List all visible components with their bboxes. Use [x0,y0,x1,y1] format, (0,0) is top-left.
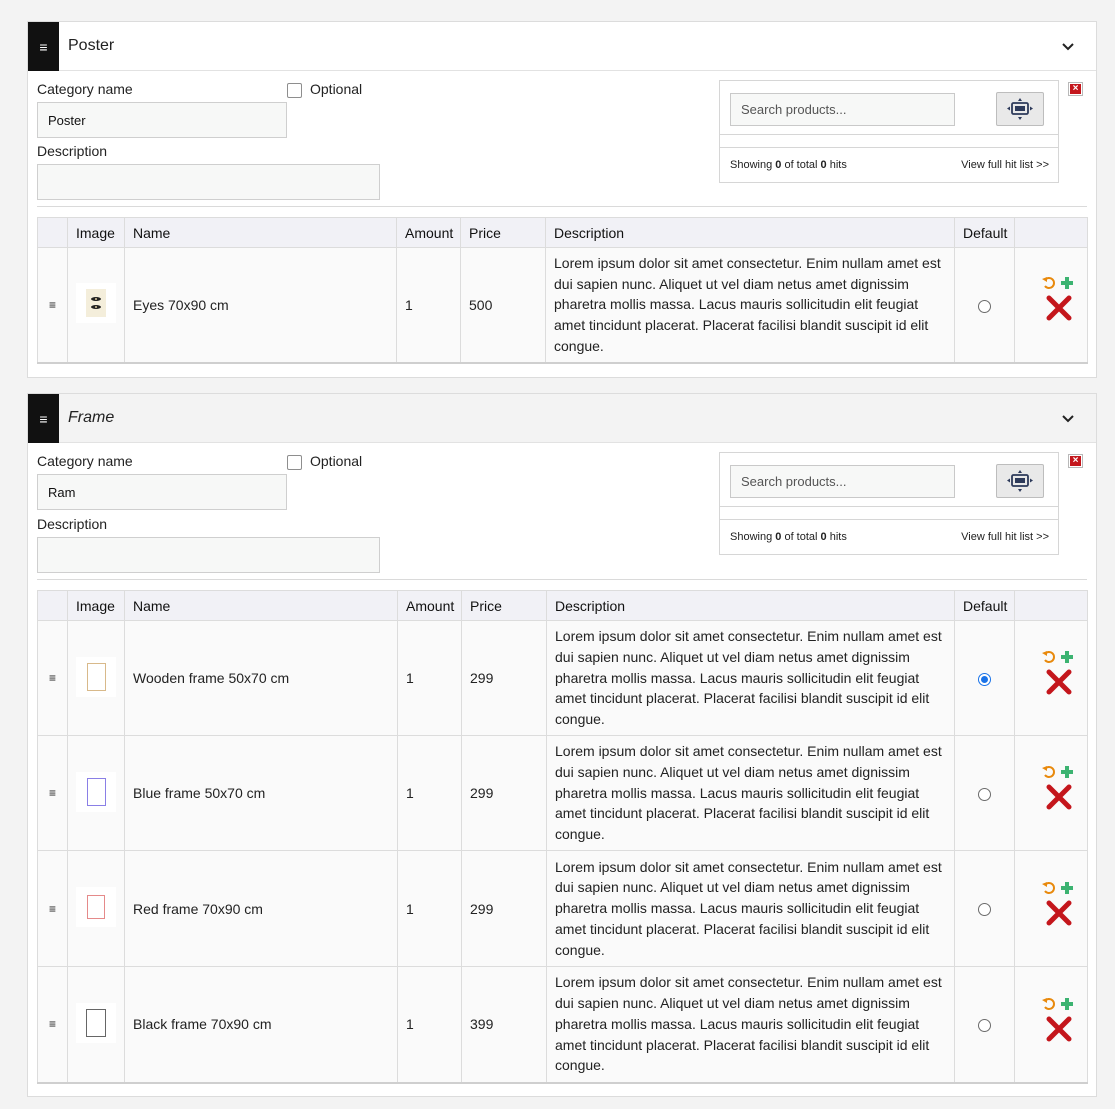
row-drag-handle-icon[interactable]: ≡ [38,967,68,1083]
product-description: Lorem ipsum dolor sit amet consectetur. Enim nullam amet est dui sapien nunc. Aliquet ut vel diam netus amet dignissim pharetra mollis massa. Lacus mauris sollicitudin elit feugiat amet tincidunt placerat. Placerat facilisi blandit suscipit id elit congue. [547,967,955,1083]
product-thumbnail [68,851,125,967]
product-price[interactable]: 299 [462,736,547,851]
row-drag-handle-icon[interactable]: ≡ [38,736,68,851]
red-frame-icon [76,887,116,927]
product-description: Lorem ipsum dolor sit amet consectetur. Enim nullam amet est dui sapien nunc. Aliquet ut vel diam netus amet dignissim pharetra mollis massa. Lacus mauris sollicitudin elit feugiat amet tincidunt placerat. Placerat facilisi blandit suscipit id elit congue. [547,621,955,736]
product-name: Red frame 70x90 cm [125,851,398,967]
column-amount: Amount [398,591,462,621]
product-search-box [719,80,1059,183]
description-input[interactable] [37,537,380,573]
category-name-input[interactable] [37,474,287,510]
column-description: Description [546,218,955,248]
product-thumbnail [68,621,125,736]
product-price[interactable]: 500 [461,248,546,363]
product-thumbnail [68,967,125,1083]
description-input[interactable] [37,164,380,200]
product-name: Wooden frame 50x70 cm [125,621,398,736]
column-handle [38,218,68,248]
column-default: Default [955,591,1015,621]
column-handle [38,591,68,621]
product-description: Lorem ipsum dolor sit amet consectetur. Enim nullam amet est dui sapien nunc. Aliquet ut vel diam netus amet dignissim pharetra mollis massa. Lacus mauris sollicitudin elit feugiat amet tincidunt placerat. Placerat facilisi blandit suscipit id elit congue. [546,248,955,363]
chevron-down-icon[interactable] [1058,408,1078,428]
default-cell [955,967,1015,1083]
undo-icon[interactable] [1042,997,1056,1011]
chevron-down-icon[interactable] [1058,36,1078,56]
divider [720,147,1058,148]
product-name: Blue frame 50x70 cm [125,736,398,851]
column-description: Description [547,591,955,621]
product-name: Eyes 70x90 cm [125,248,397,363]
default-cell [955,851,1015,967]
panel-title: Poster [68,37,115,54]
add-icon[interactable] [1060,881,1074,895]
row-actions [1015,851,1088,967]
table-row [38,736,1088,851]
category-panel-frame [27,393,1097,1097]
divider [37,579,1087,580]
default-radio[interactable] [978,1019,991,1032]
category-panel-poster [27,21,1097,378]
eyes-poster-icon [76,283,116,323]
row-actions [1015,967,1088,1083]
product-thumbnail [68,248,125,363]
blue-frame-icon [76,772,116,812]
default-radio[interactable] [978,903,991,916]
row-actions [1015,621,1088,736]
default-radio[interactable] [978,673,991,686]
items-table [37,590,1088,1084]
default-cell [955,736,1015,851]
drag-handle-icon[interactable]: ≡ [28,394,59,443]
optional-checkbox[interactable] [287,455,302,470]
column-name: Name [125,218,397,248]
table-row [38,967,1088,1083]
description-label: Description [37,516,108,532]
product-thumbnail [68,736,125,851]
scan-icon [1007,98,1033,120]
divider [720,506,1058,507]
undo-icon[interactable] [1042,650,1056,664]
column-default: Default [955,218,1015,248]
optional-label: Optional [310,81,363,97]
table-row [38,851,1088,967]
product-amount[interactable]: 1 [398,736,462,851]
column-price: Price [462,591,547,621]
delete-icon[interactable] [1045,899,1073,927]
row-drag-handle-icon[interactable]: ≡ [38,851,68,967]
black-frame-icon [76,1003,116,1043]
product-description: Lorem ipsum dolor sit amet consectetur. Enim nullam amet est dui sapien nunc. Aliquet ut vel diam netus amet dignissim pharetra mollis massa. Lacus mauris sollicitudin elit feugiat amet tincidunt placerat. Placerat facilisi blandit suscipit id elit congue. [547,851,955,967]
product-amount[interactable]: 1 [398,621,462,736]
view-full-hit-list-link[interactable]: View full hit list >> [961,159,1049,171]
column-actions [1015,591,1088,621]
add-icon[interactable] [1060,997,1074,1011]
column-name: Name [125,591,398,621]
scan-button[interactable] [996,92,1044,126]
undo-icon[interactable] [1042,276,1056,290]
table-header-row [38,591,1088,621]
hits-summary: Showing 0 of total 0 hits [730,159,847,171]
delete-icon[interactable] [1045,668,1073,696]
product-price[interactable]: 299 [462,621,547,736]
category-name-input[interactable] [37,102,287,138]
add-icon[interactable] [1060,765,1074,779]
undo-icon[interactable] [1042,765,1056,779]
drag-handle-icon[interactable]: ≡ [28,22,59,71]
undo-icon[interactable] [1042,881,1056,895]
optional-label: Optional [310,453,363,469]
default-radio[interactable] [978,300,991,313]
product-search-box [719,452,1059,555]
column-image: Image [68,591,125,621]
default-cell [955,621,1015,736]
optional-checkbox[interactable] [287,83,302,98]
row-drag-handle-icon[interactable]: ≡ [38,621,68,736]
table-header-row [38,218,1088,248]
divider [37,206,1087,207]
product-amount[interactable]: 1 [397,248,461,363]
description-label: Description [37,143,108,159]
hits-summary: Showing 0 of total 0 hits [730,531,847,543]
column-price: Price [461,218,546,248]
table-row [38,248,1088,363]
row-actions [1015,248,1088,363]
panel-header [28,394,1096,443]
add-icon[interactable] [1060,276,1074,290]
column-actions [1015,218,1088,248]
column-amount: Amount [397,218,461,248]
delete-icon[interactable] [1045,1015,1073,1043]
add-icon[interactable] [1060,650,1074,664]
scan-icon [1007,470,1033,492]
divider [720,519,1058,520]
table-row [38,621,1088,736]
divider [720,134,1058,135]
delete-icon[interactable] [1045,294,1073,322]
product-description: Lorem ipsum dolor sit amet consectetur. Enim nullam amet est dui sapien nunc. Aliquet ut vel diam netus amet dignissim pharetra mollis massa. Lacus mauris sollicitudin elit feugiat amet tincidunt placerat. Placerat facilisi blandit suscipit id elit congue. [547,736,955,851]
search-input[interactable] [730,465,955,498]
default-radio[interactable] [978,788,991,801]
close-icon[interactable]: × [1068,82,1083,96]
wooden-frame-icon [76,657,116,697]
delete-icon[interactable] [1045,783,1073,811]
default-cell [955,248,1015,363]
items-table [37,217,1088,364]
category-name-label: Category name [37,81,133,97]
panel-title: Frame [68,409,115,426]
view-full-hit-list-link[interactable]: View full hit list >> [961,531,1049,543]
row-actions [1015,736,1088,851]
search-input[interactable] [730,93,955,126]
product-price[interactable]: 399 [462,967,547,1083]
row-drag-handle-icon[interactable]: ≡ [38,248,68,363]
column-image: Image [68,218,125,248]
scan-button[interactable] [996,464,1044,498]
category-name-label: Category name [37,453,133,469]
product-amount[interactable]: 1 [398,851,462,967]
panel-header [28,22,1096,71]
close-icon[interactable]: × [1068,454,1083,468]
product-price[interactable]: 299 [462,851,547,967]
product-name: Black frame 70x90 cm [125,967,398,1083]
product-amount[interactable]: 1 [398,967,462,1083]
